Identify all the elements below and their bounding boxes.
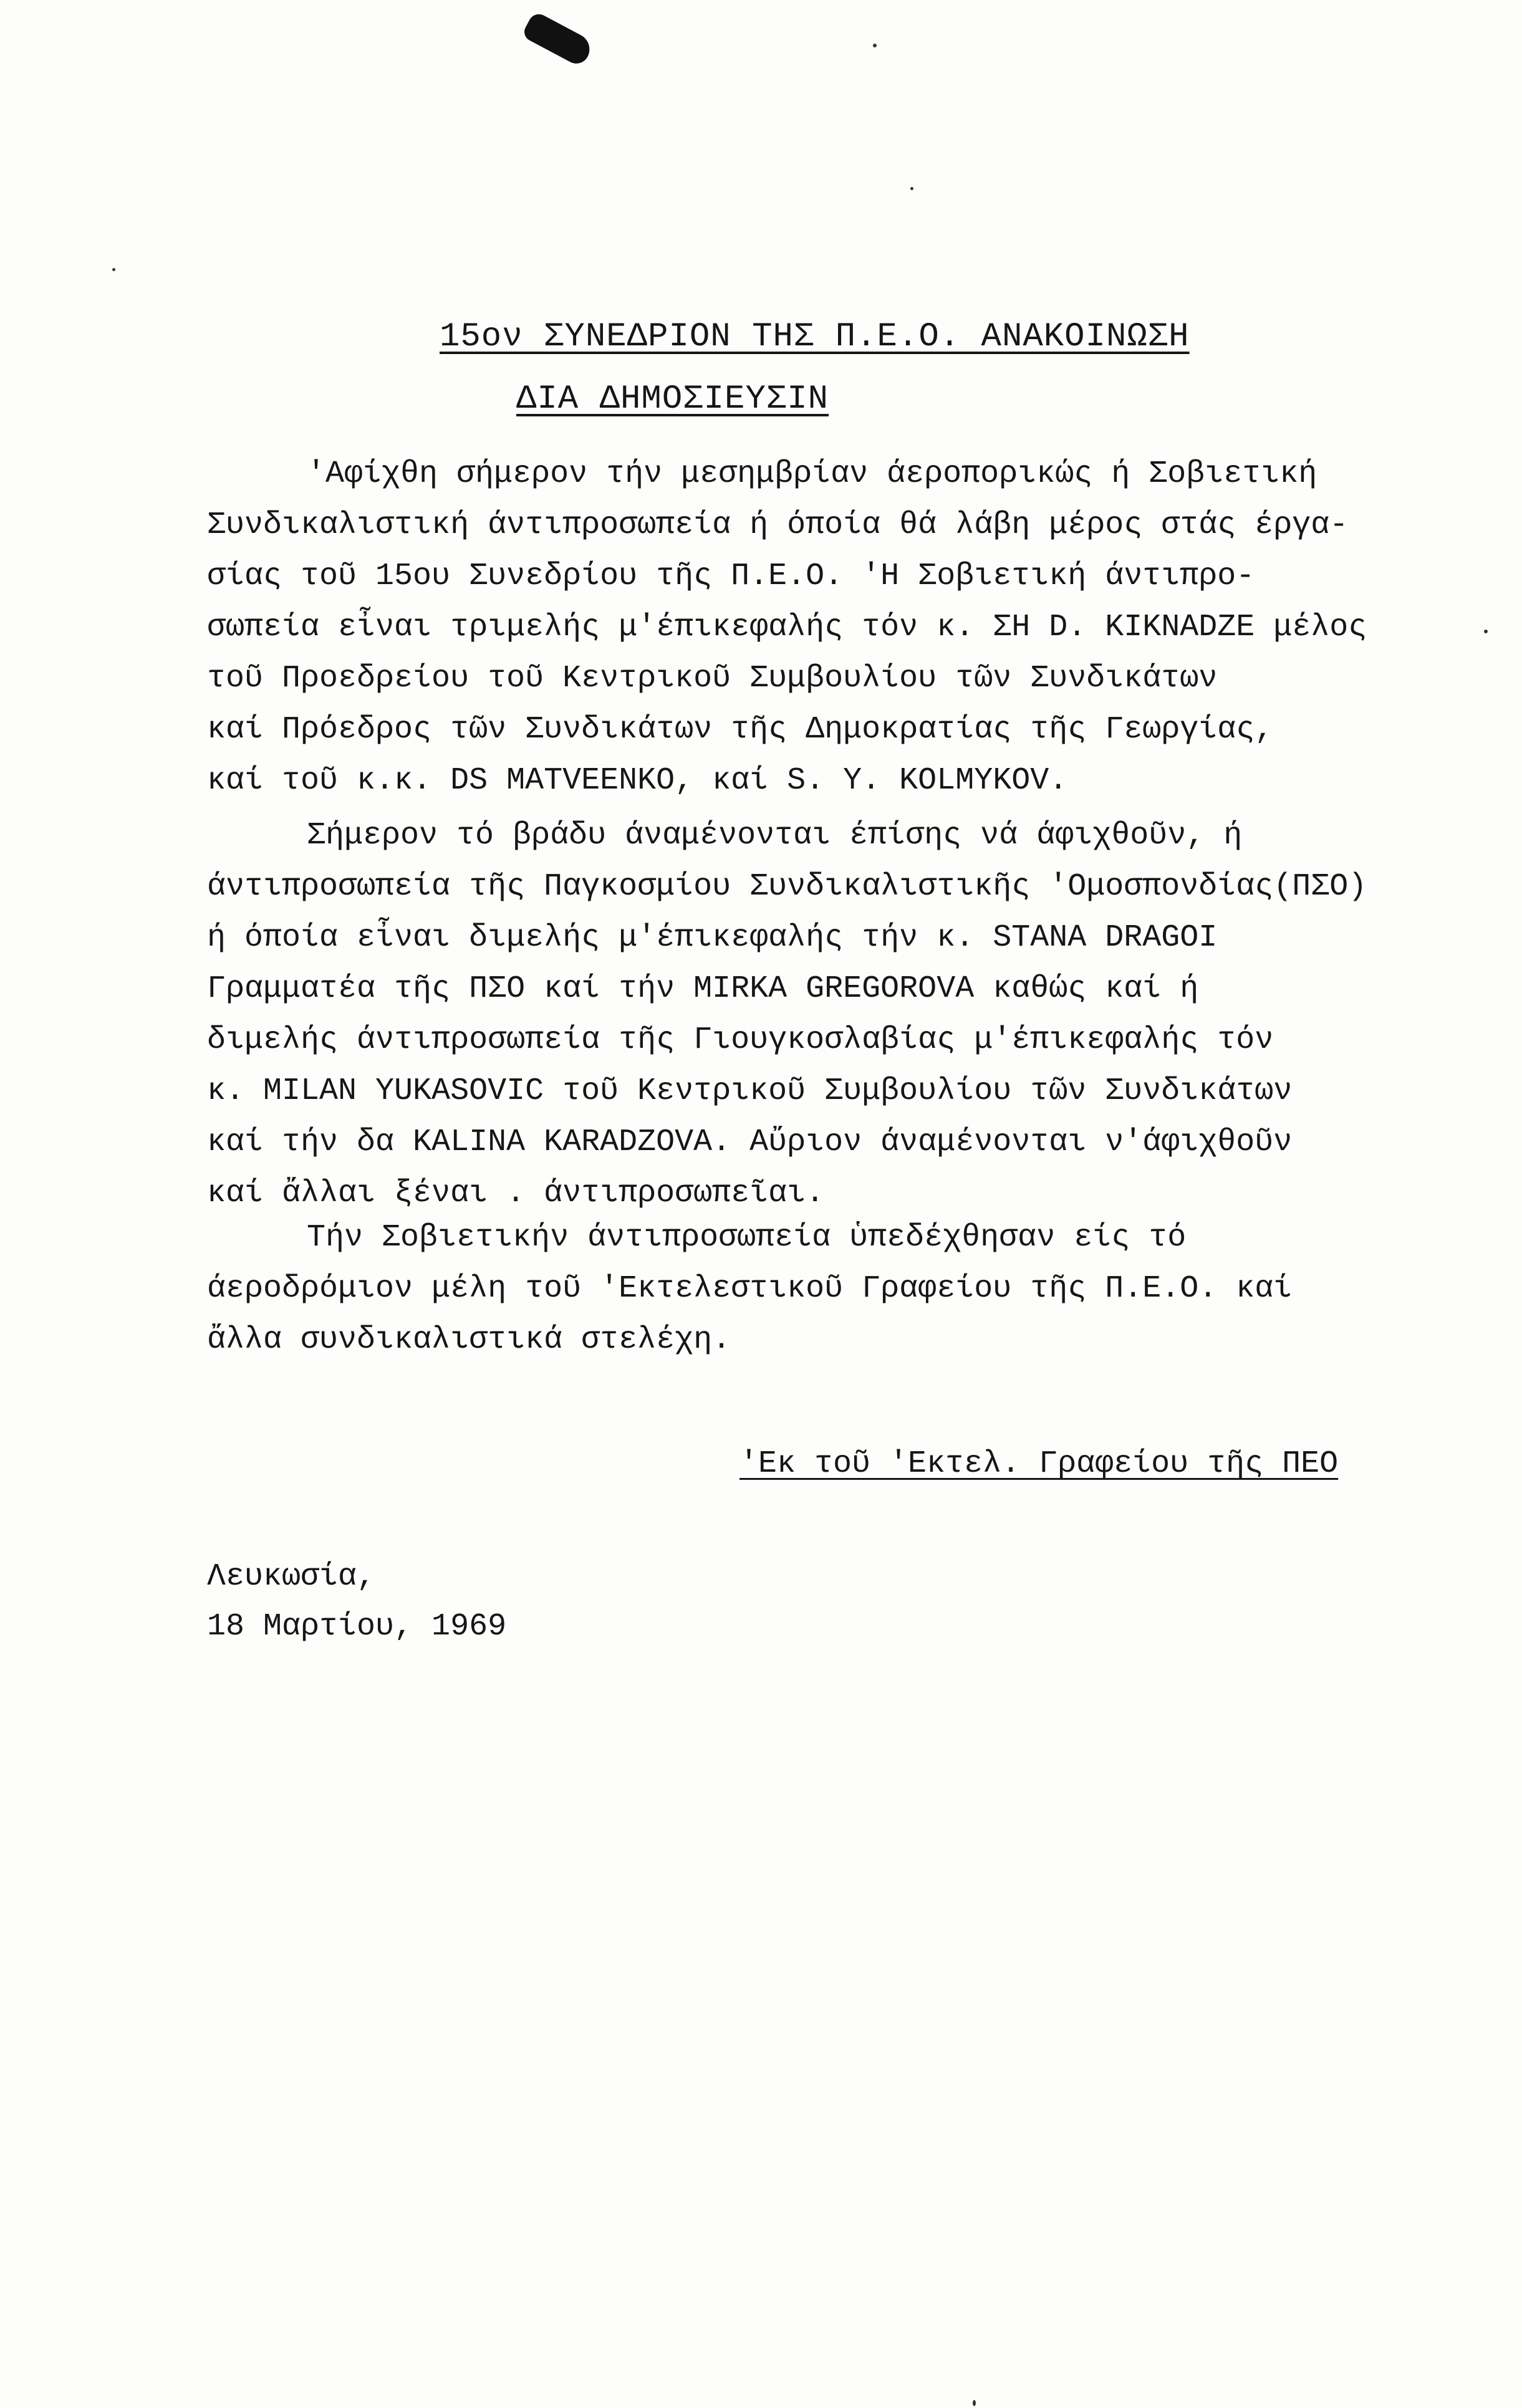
text-line: άντιπροσωπεία τῆς Παγκοσμίου Συνδικαλιστικῆς 'Ομοσπονδίας(ΠΣΟ) bbox=[207, 869, 1367, 904]
text-line: σωπεία εἶναι τριμελής μ'έπικεφαλής τόν κ. ΣΗ D. KIKNADZE μέλος bbox=[207, 610, 1367, 645]
text-line: Γραμματέα τῆς ΠΣΟ καί τήν MIRKA GREGOROVA καθώς καί ή bbox=[207, 971, 1199, 1007]
text-line: Συνδικαλιστική άντιπροσωπεία ή όποία θά λάβη μέρος στάς έργα- bbox=[207, 507, 1349, 543]
document-subtitle: ΔΙΑ ΔΗΜΟΣΙΕΥΣΙΝ bbox=[516, 380, 829, 418]
ink-speck bbox=[973, 2400, 976, 2406]
text-line: 'Αφίχθη σήμερον τήν μεσημβρίαν άεροπορικώς ή Σοβιετική bbox=[307, 456, 1317, 492]
text-line: άεροδρόμιον μέλη τοῦ 'Εκτελεστικοῦ Γραφείου τῆς Π.Ε.Ο. καί bbox=[207, 1271, 1293, 1307]
text-line: Σήμερον τό βράδυ άναμένονται έπίσης νά άφιχθοῦν, ή bbox=[307, 818, 1243, 853]
ink-speck bbox=[910, 187, 913, 190]
text-line: καί ἄλλαι ξέναι . άντιπροσωπεῖαι. bbox=[207, 1176, 825, 1211]
text-line: ή όποία εἶναι διμελής μ'έπικεφαλής τήν κ. STANA DRAGOI bbox=[207, 920, 1218, 956]
text-line: διμελής άντιπροσωπεία τῆς Γιουγκοσλαβίας μ'έπικεφαλής τόν bbox=[207, 1022, 1274, 1058]
text-line: κ. MILAN YUKASOVIC τοῦ Κεντρικοῦ Συμβουλίου τῶν Συνδικάτων bbox=[207, 1073, 1293, 1109]
paragraph-arrival bbox=[207, 449, 1410, 807]
ink-speck bbox=[873, 44, 877, 47]
ink-speck bbox=[1484, 630, 1488, 633]
text-line: καί τήν δα KALINA KARADZOVA. Αὔριον άναμένονται ν'άφιχθοῦν bbox=[207, 1125, 1293, 1160]
date: 18 Μαρτίου, 1969 bbox=[207, 1609, 507, 1644]
text-line: Τήν Σοβιετικήν άντιπροσωπεία ὑπεδέχθησαν είς τό bbox=[307, 1220, 1187, 1255]
text-line: τοῦ Προεδρείου τοῦ Κεντρικοῦ Συμβουλίου τῶν Συνδικάτων bbox=[207, 661, 1218, 696]
signature-line: 'Εκ τοῦ 'Εκτελ. Γραφείου τῆς ΠΕΟ bbox=[739, 1446, 1339, 1482]
place-and-date bbox=[207, 1552, 506, 1652]
text-line: καί Πρόεδρος τῶν Συνδικάτων τῆς Δημοκρατίας τῆς Γεωργίας, bbox=[207, 712, 1274, 747]
text-line: καί τοῦ κ.κ. DS MATVEENKO, καί S. Y. KOLMYKOV. bbox=[207, 763, 1068, 799]
place: Λευκωσία, bbox=[207, 1559, 376, 1595]
document-title: 15ον ΣΥΝΕΔΡΙΟΝ ΤΗΣ Π.Ε.Ο. ΑΝΑΚΟΙΝΩΣΗ bbox=[440, 318, 1190, 356]
ink-smudge bbox=[521, 11, 595, 68]
paragraph-reception bbox=[207, 1212, 1410, 1366]
text-line: σίας τοῦ 15ου Συνεδρίου τῆς Π.Ε.Ο. 'Η Σοβιετική άντιπρο- bbox=[207, 559, 1255, 594]
ink-speck bbox=[112, 268, 115, 271]
text-line: ἄλλα συνδικαλιστικά στελέχη. bbox=[207, 1322, 731, 1358]
paragraph-expected-delegations bbox=[207, 810, 1410, 1219]
